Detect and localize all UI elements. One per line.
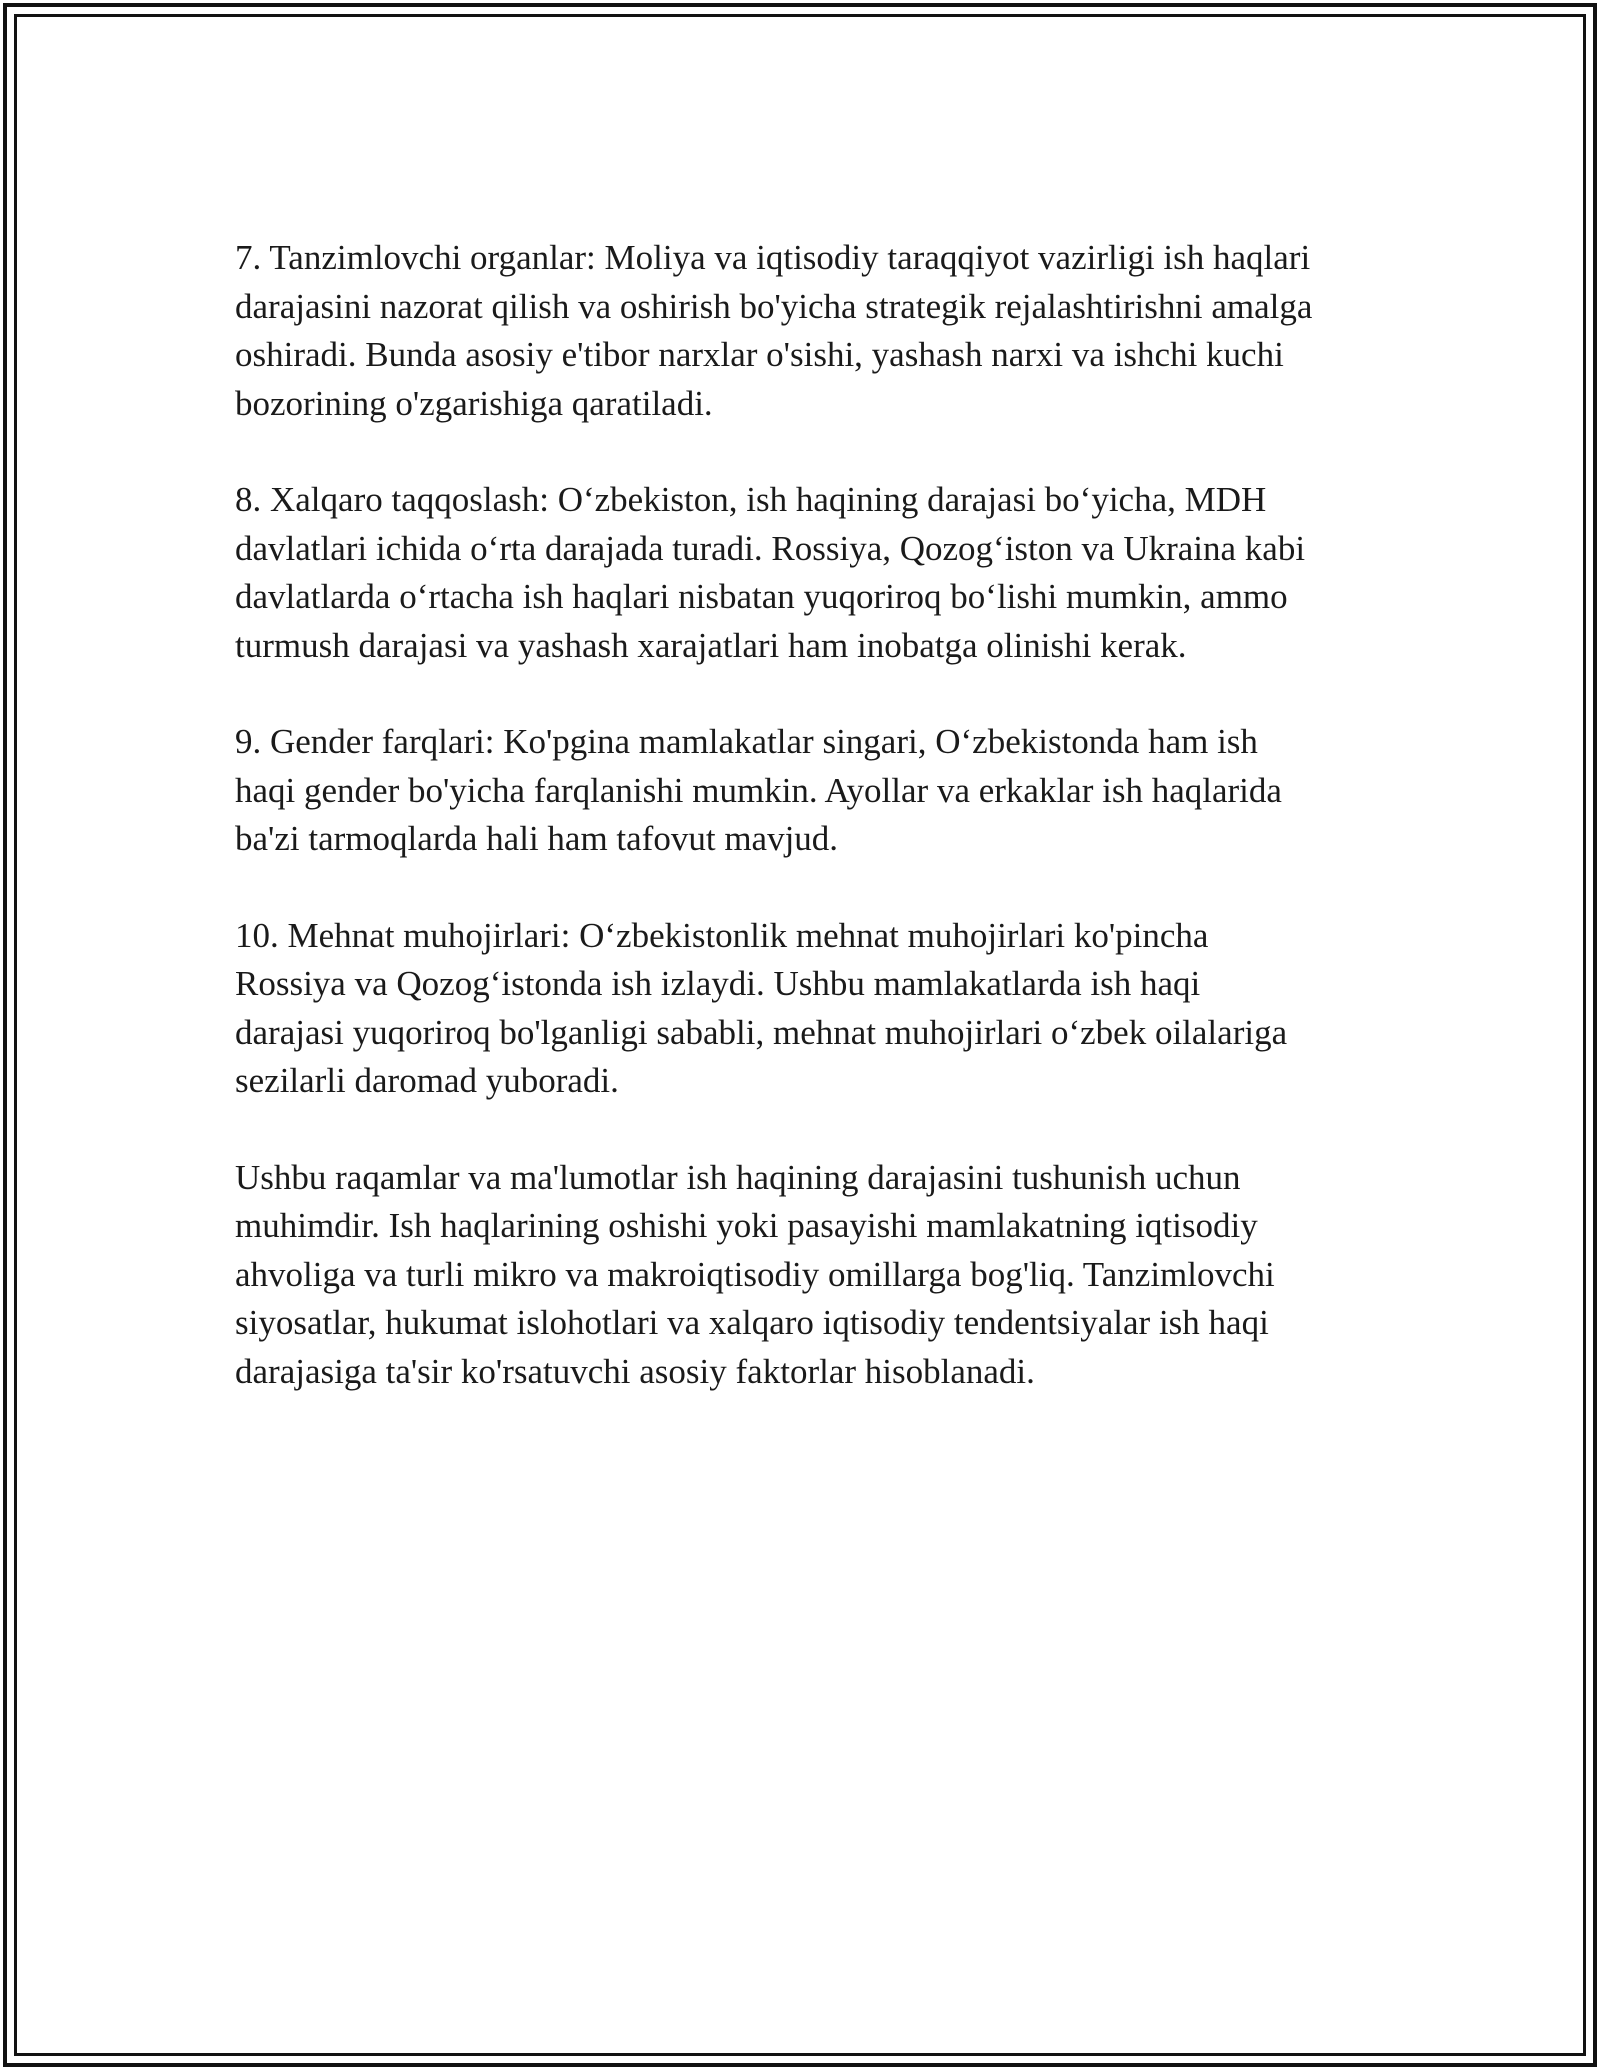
paragraph-regulatory-bodies: 7. Tanzimlovchi organlar: Moliya va iqtisodiy taraqqiyot vazirligi ish haqlari darajasini nazorat qilish va oshirish bo'yicha strategik rejalashtirishni amalga oshiradi. Bunda asosiy e'tibor narxlar o'sishi, yashash narxi va ishchi kuchi bozorining o'zgarishiga qaratiladi. — [235, 238, 1313, 423]
document-body — [235, 234, 1375, 1444]
paragraph-labor-migrants: 10. Mehnat muhojirlari: O‘zbekistonlik mehnat muhojirlari ko'pincha Rossiya va Qozog‘istonda ish izlaydi. Ushbu mamlakatlarda ish haqi darajasi yuqoriroq bo'lganligi sababli, mehnat muhojirlari o‘zbek oilalariga sezilarli daromad yuboradi. — [235, 915, 1288, 1100]
paragraph-gender-differences: 9. Gender farqlari: Ko'pgina mamlakatlar singari, O‘zbekistonda ham ish haqi gender bo'yicha farqlanishi mumkin. Ayollar va erkaklar ish haqlarida ba'zi tarmoqlarda hali ham tafovut mavjud. — [235, 722, 1282, 858]
paragraph-conclusion: Ushbu raqamlar va ma'lumotlar ish haqining darajasini tushunish uchun muhimdir. Ish haqlarining oshishi yoki pasayishi mamlakatning iqtisodiy ahvoliga va turli mikro va makroiqtisodiy omillarga bog'liq. Tanzimlovchi siyosatlar, hukumat islohotlari va xalqaro iqtisodiy tendentsiyalar ish haqi darajasiga ta'sir ko'rsatuvchi asosiy faktorlar hisoblanadi. — [235, 1157, 1275, 1391]
paragraph-international-comparison: 8. Xalqaro taqqoslash: O‘zbekiston, ish haqining darajasi bo‘yicha, MDH davlatlari ichida o‘rta darajada turadi. Rossiya, Qozog‘iston va Ukraina kabi davlatlarda o‘rtacha ish haqlari nisbatan yuqoriroq bo‘lishi mumkin, ammo turmush darajasi va yashash xarajatlari ham inobatga olinishi kerak. — [235, 480, 1306, 665]
